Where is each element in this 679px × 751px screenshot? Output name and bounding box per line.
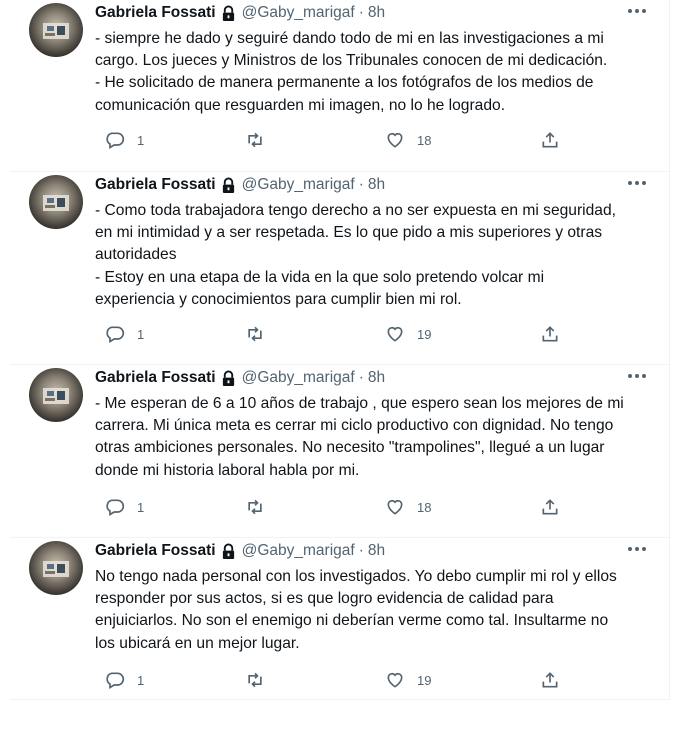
timestamp[interactable]: 8h xyxy=(367,4,386,21)
reply-count: 1 xyxy=(137,326,145,342)
like-count: 18 xyxy=(417,132,432,148)
tweet[interactable] xyxy=(10,538,670,700)
more-icon[interactable] xyxy=(626,542,648,556)
avatar[interactable] xyxy=(29,541,83,595)
author-handle[interactable]: @Gaby_marigaf xyxy=(241,369,355,386)
tweet-thread xyxy=(10,0,670,700)
heart-icon xyxy=(385,497,405,517)
author-handle[interactable]: @Gaby_marigaf xyxy=(241,4,355,21)
reply-count: 1 xyxy=(137,132,145,148)
heart-icon xyxy=(385,324,405,344)
share-button[interactable] xyxy=(540,497,560,517)
reply-button[interactable] xyxy=(105,497,144,517)
tweet-text: No tengo nada personal con los investigados. Yo debo cumplir mi rol y ellos responder por sus actos, si es que logro evidencia de calidad para enjuiciarlos. No son el enemigo ni deberían verme como tal. Insultarme no los ubicará en un mejor lugar. xyxy=(95,568,617,652)
tweet-text: - Me esperan de 6 a 10 años de trabajo , que espero sean los mejores de mi carrera. Mi única meta es cerrar mi ciclo productivo con dignidad. No tengo otras ambiciones personales. No necesito "trampolines", llegué a un lugar donde mi historia laboral habla por mi. xyxy=(95,395,624,479)
separator-dot: · xyxy=(358,176,364,193)
reply-icon xyxy=(105,670,125,690)
like-button[interactable] xyxy=(385,324,431,344)
tweet-text: - siempre he dado y seguiré dando todo de mi en las investigaciones a mi cargo. Los jueces y Ministros de los Tribunales conocen de mi dedicación. - He solicitado de manera permanente a los fotógrafos de los medios de comunicación que resguarden mi imagen, no lo he logrado. xyxy=(95,30,608,114)
retweet-button[interactable] xyxy=(245,130,277,150)
share-icon xyxy=(540,670,560,690)
like-button[interactable] xyxy=(385,670,431,690)
tweet-actions xyxy=(95,130,565,152)
share-icon xyxy=(540,497,560,517)
retweet-button[interactable] xyxy=(245,670,277,690)
author-name[interactable]: Gabriela Fossati xyxy=(95,4,216,21)
tweet-header xyxy=(95,3,385,23)
lock-icon xyxy=(221,543,236,560)
tweet-actions xyxy=(95,497,565,519)
like-button[interactable] xyxy=(385,497,431,517)
heart-icon xyxy=(385,130,405,150)
like-count: 18 xyxy=(417,499,432,515)
share-icon xyxy=(540,130,560,150)
reply-count: 1 xyxy=(137,499,145,515)
lock-icon xyxy=(221,5,236,22)
more-icon[interactable] xyxy=(626,4,648,18)
share-button[interactable] xyxy=(540,324,560,344)
more-icon[interactable] xyxy=(626,176,648,190)
reply-button[interactable] xyxy=(105,670,144,690)
reply-icon xyxy=(105,130,125,150)
author-handle[interactable]: @Gaby_marigaf xyxy=(241,176,355,193)
reply-icon xyxy=(105,497,125,517)
heart-icon xyxy=(385,670,405,690)
separator-dot: · xyxy=(358,369,364,386)
like-count: 19 xyxy=(417,326,432,342)
avatar[interactable] xyxy=(29,175,83,229)
reply-icon xyxy=(105,324,125,344)
share-icon xyxy=(540,324,560,344)
tweet-actions xyxy=(95,670,565,692)
retweet-button[interactable] xyxy=(245,324,277,344)
tweet-text: - Como toda trabajadora tengo derecho a no ser expuesta en mi seguridad, en mi intimidad y a ser respetada. Es lo que pido a mis superiores y otras autoridades - Estoy en una etapa de la vida en la que solo pretendo volcar mi experiencia y conocimientos para cumplir bien mi rol. xyxy=(95,202,616,308)
tweet-header xyxy=(95,175,385,195)
reply-button[interactable] xyxy=(105,324,144,344)
tweet[interactable] xyxy=(10,0,670,172)
like-count: 19 xyxy=(417,672,432,688)
share-button[interactable] xyxy=(540,130,560,150)
separator-dot: · xyxy=(358,4,364,21)
author-name[interactable]: Gabriela Fossati xyxy=(95,369,216,386)
author-handle[interactable]: @Gaby_marigaf xyxy=(241,542,355,559)
separator-dot: · xyxy=(358,542,364,559)
tweet-header xyxy=(95,541,385,561)
more-icon[interactable] xyxy=(626,369,648,383)
avatar[interactable] xyxy=(29,3,83,57)
tweet[interactable] xyxy=(10,365,670,538)
tweet-actions xyxy=(95,324,565,346)
avatar[interactable] xyxy=(29,368,83,422)
tweet-header xyxy=(95,368,385,388)
timestamp[interactable]: 8h xyxy=(367,542,386,559)
retweet-icon xyxy=(245,497,265,517)
reply-count: 1 xyxy=(137,672,145,688)
reply-button[interactable] xyxy=(105,130,144,150)
timestamp[interactable]: 8h xyxy=(367,369,386,386)
author-name[interactable]: Gabriela Fossati xyxy=(95,176,216,193)
retweet-icon xyxy=(245,670,265,690)
timestamp[interactable]: 8h xyxy=(367,176,386,193)
retweet-icon xyxy=(245,324,265,344)
retweet-button[interactable] xyxy=(245,497,277,517)
tweet[interactable] xyxy=(10,172,670,365)
lock-icon xyxy=(221,177,236,194)
retweet-icon xyxy=(245,130,265,150)
lock-icon xyxy=(221,370,236,387)
like-button[interactable] xyxy=(385,130,431,150)
author-name[interactable]: Gabriela Fossati xyxy=(95,542,216,559)
share-button[interactable] xyxy=(540,670,560,690)
